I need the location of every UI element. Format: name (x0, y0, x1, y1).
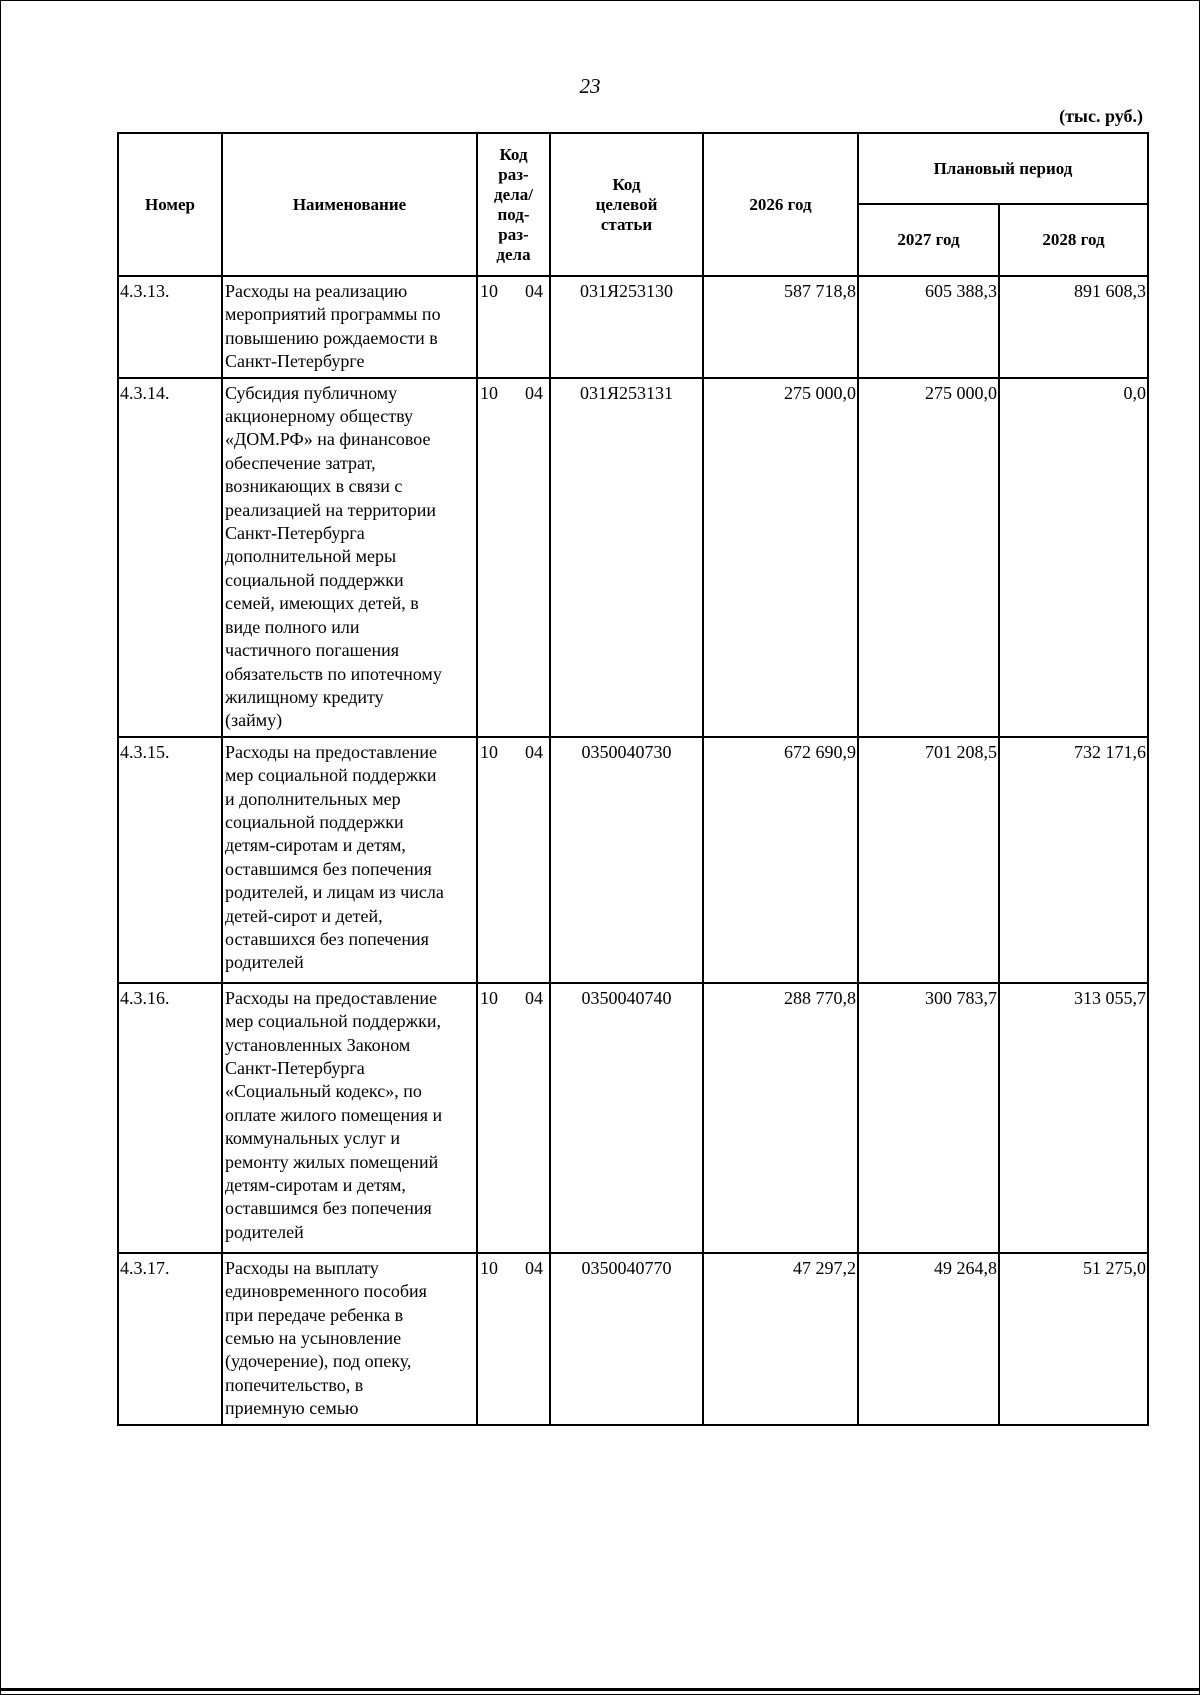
row-section: 10 (480, 741, 498, 762)
row-subsection: 04 (525, 382, 543, 403)
header-year-2028: 2028 год (999, 204, 1148, 276)
row-name-line: обеспечение затрат, (225, 452, 376, 473)
row-name-line: Расходы на предоставление (225, 741, 437, 762)
row-subsection: 04 (525, 741, 543, 762)
row-section-code (477, 1253, 550, 1425)
units-label: (тыс. руб.) (1059, 106, 1143, 126)
row-name (222, 378, 477, 737)
row-name-line: Санкт-Петербурга (225, 1057, 365, 1078)
header-section-code (477, 133, 550, 276)
row-value-2026: 587 718,8 (703, 276, 858, 378)
header-line: статьи (600, 214, 653, 234)
header-line: под- (497, 204, 530, 224)
table-row (118, 276, 1148, 378)
header-number: Номер (118, 133, 222, 276)
row-number: 4.3.13. (118, 276, 222, 378)
row-name-line: «Социальный кодекс», по (225, 1081, 422, 1102)
row-value-2028: 891 608,3 (999, 276, 1148, 378)
header-year-2027: 2027 год (858, 204, 999, 276)
row-section-code (477, 737, 550, 983)
row-value-2028: 732 171,6 (999, 737, 1148, 983)
row-name-line: родителей (225, 952, 304, 973)
row-subsection: 04 (525, 281, 543, 301)
row-name-line: мероприятий программы по (225, 304, 441, 325)
header-line: дела/ (494, 184, 533, 204)
row-name-line: и дополнительных мер (225, 788, 401, 809)
table-row (118, 378, 1148, 737)
row-target-code: 0350040770 (550, 1253, 703, 1425)
row-name-line: возникающих в связи с (225, 476, 403, 497)
row-name-line: обязательств по ипотечному (225, 663, 442, 684)
row-name-line: Субсидия публичному (225, 382, 398, 403)
row-value-2027: 605 388,3 (858, 276, 999, 378)
row-number: 4.3.16. (118, 983, 222, 1253)
row-name-line: установленных Законом (225, 1034, 411, 1055)
row-name-line: семью на усыновление (225, 1327, 402, 1348)
row-name-line: попечительство, в (225, 1374, 364, 1395)
row-value-2027: 300 783,7 (858, 983, 999, 1253)
row-name-line: социальной поддержки (225, 811, 404, 832)
row-section: 10 (480, 987, 498, 1008)
row-value-2027: 49 264,8 (858, 1253, 999, 1425)
row-name-line: оставшимся без попечения (225, 858, 432, 879)
header-line: дела (496, 244, 531, 264)
row-target-code: 031Я253131 (550, 378, 703, 737)
row-subsection: 04 (525, 1257, 543, 1278)
table-row (118, 737, 1148, 983)
row-section: 10 (480, 1257, 498, 1278)
row-name-line: Санкт-Петербурга (225, 523, 365, 544)
row-name-line: оставшимся без попечения (225, 1198, 432, 1219)
row-name-line: повышению рождаемости в (225, 327, 438, 348)
row-name-line: (удочерение), под опеку, (225, 1351, 412, 1372)
row-section-code (477, 378, 550, 737)
row-number: 4.3.14. (118, 378, 222, 737)
row-name-line: виде полного или (225, 616, 360, 637)
header-year-2026: 2026 год (703, 133, 858, 276)
table-row (118, 983, 1148, 1253)
row-value-2026: 672 690,9 (703, 737, 858, 983)
row-name-line: оплате жилого помещения и (225, 1104, 443, 1125)
row-name-line: Расходы на предоставление (225, 987, 437, 1008)
row-name-line: детей-сирот и детей, (225, 905, 383, 926)
header-target-code (550, 133, 703, 276)
row-value-2028: 51 275,0 (999, 1253, 1148, 1425)
header-line: раз- (498, 224, 529, 244)
row-name-line: мер социальной поддержки, (225, 1011, 441, 1032)
row-section-code (477, 983, 550, 1253)
row-name-line: детям-сиротам и детям, (225, 1174, 406, 1195)
row-name-line: акционерному обществу (225, 406, 413, 427)
row-name-line: «ДОМ.РФ» на финансовое (225, 429, 431, 450)
row-name-line: ремонту жилых помещений (225, 1151, 439, 1172)
row-value-2028: 313 055,7 (999, 983, 1148, 1253)
row-section: 10 (480, 382, 498, 403)
row-name-line: жилищному кредиту (225, 686, 384, 707)
row-subsection: 04 (525, 987, 543, 1008)
row-name-line: при передаче ребенка в (225, 1304, 404, 1325)
budget-table (117, 132, 1149, 1426)
row-value-2027: 275 000,0 (858, 378, 999, 737)
row-name-line: единовременного пособия (225, 1281, 427, 1302)
row-name-line: дополнительной меры (225, 546, 397, 567)
row-name-line: детям-сиротам и детям, (225, 835, 406, 856)
row-name (222, 737, 477, 983)
row-name (222, 1253, 477, 1425)
row-name-line: социальной поддержки (225, 569, 404, 590)
row-value-2028: 0,0 (999, 378, 1148, 737)
row-number: 4.3.17. (118, 1253, 222, 1425)
row-value-2026: 275 000,0 (703, 378, 858, 737)
row-name-line: Санкт-Петербурге (225, 351, 365, 372)
header-line: целевой (595, 194, 658, 214)
row-number: 4.3.15. (118, 737, 222, 983)
row-name-line: частичного погашения (225, 640, 400, 661)
table-row (118, 1253, 1148, 1425)
row-name-line: (займу) (225, 710, 283, 731)
row-section-code (477, 276, 550, 378)
header-name: Наименование (222, 133, 477, 276)
row-value-2026: 47 297,2 (703, 1253, 858, 1425)
row-name-line: родителей (225, 1221, 304, 1242)
row-value-2027: 701 208,5 (858, 737, 999, 983)
row-name-line: приемную семью (225, 1398, 359, 1419)
row-target-code: 0350040730 (550, 737, 703, 983)
header-line: Код (499, 144, 528, 164)
row-name (222, 983, 477, 1253)
row-target-code: 031Я253130 (550, 276, 703, 378)
row-name-line: родителей, и лицам из числа (225, 882, 444, 903)
row-value-2026: 288 770,8 (703, 983, 858, 1253)
row-name-line: Расходы на выплату (225, 1257, 379, 1278)
page-number: 23 (579, 74, 601, 98)
row-name-line: семей, имеющих детей, в (225, 593, 419, 614)
page-bottom-border (0, 1688, 1200, 1691)
row-section: 10 (480, 281, 498, 301)
row-name (222, 276, 477, 378)
header-line: раз- (498, 164, 529, 184)
header-line: Код (612, 174, 641, 194)
row-name-line: реализацией на территории (225, 499, 436, 520)
row-name-line: мер социальной поддержки (225, 765, 437, 786)
row-name-line: коммунальных услуг и (225, 1128, 400, 1149)
row-name-line: оставшихся без попечения (225, 928, 429, 949)
header-planning-period: Плановый период (858, 133, 1148, 204)
row-name-line: Расходы на реализацию (225, 281, 408, 301)
row-target-code: 0350040740 (550, 983, 703, 1253)
